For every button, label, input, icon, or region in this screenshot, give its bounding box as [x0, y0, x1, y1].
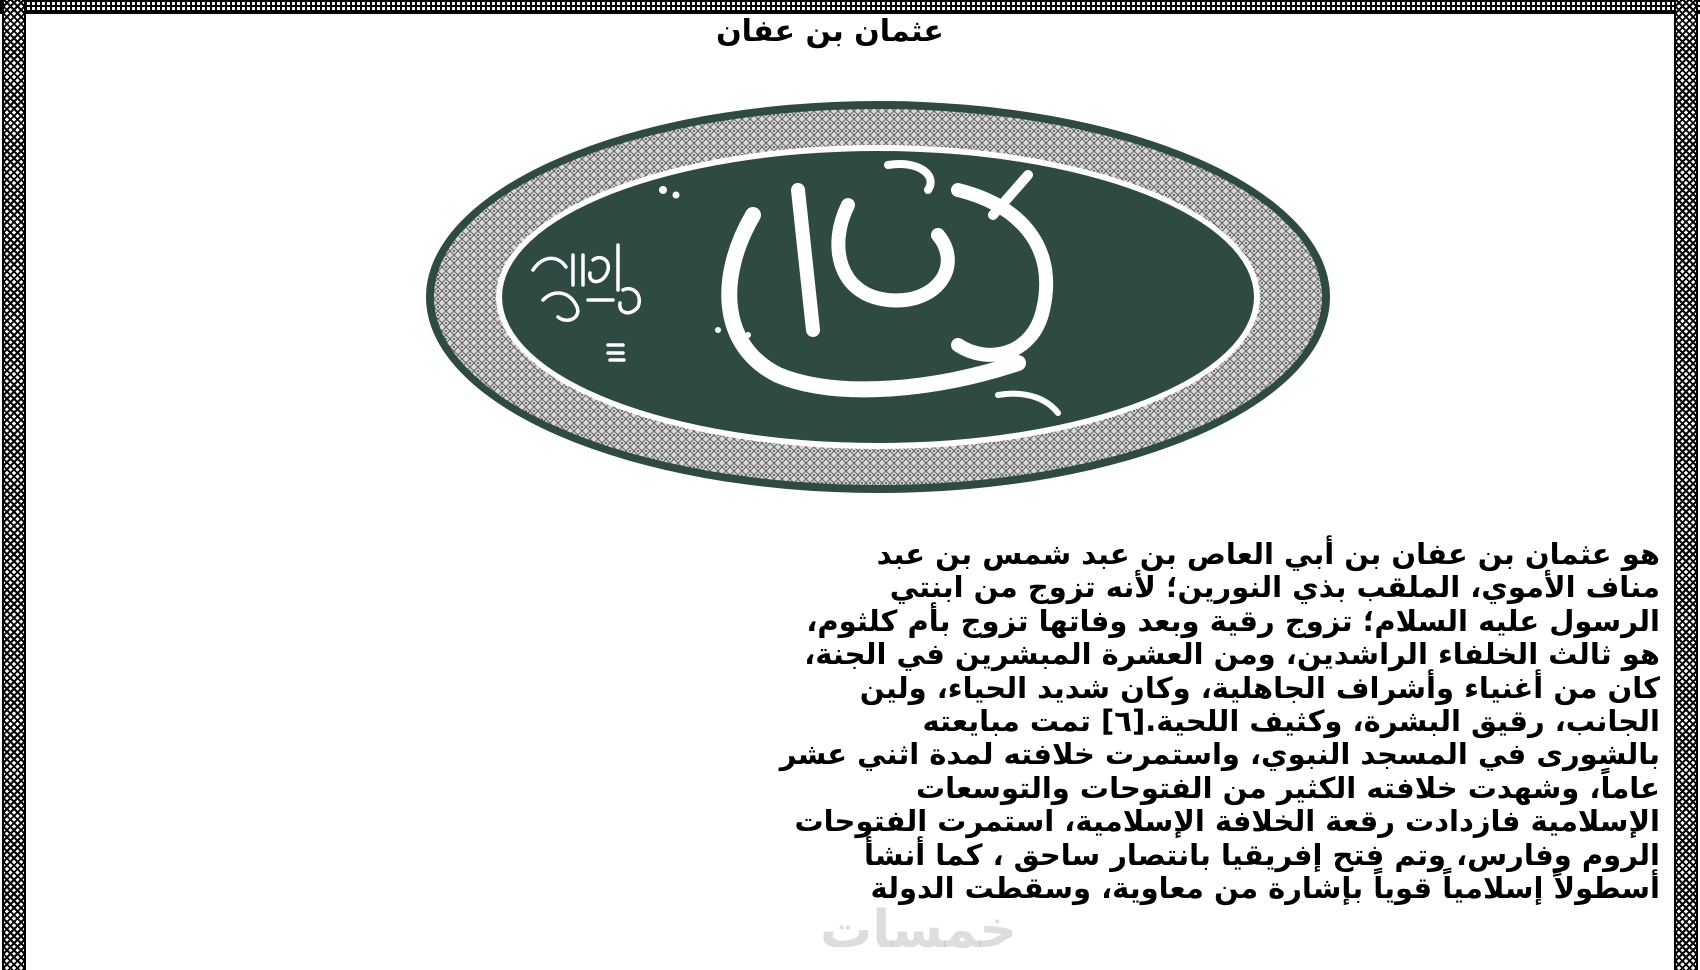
biography-line: الروم وفارس، وتم فتح إفريقيا بانتصار ساحق ، كما أنشأ [863, 837, 1660, 872]
biography-line: الجانب، رقيق البشرة، وكثيف اللحية.[٦] تمت مبايعته [922, 704, 1660, 739]
biography-line: بالشورى في المسجد النبوي، واستمرت خلافته لمدة اثني عشر [779, 737, 1660, 772]
page-top-border [0, 0, 1700, 14]
biography-line: هو عثمان بن عفان بن أبي العاص بن عبد شمس بن عبد [876, 537, 1660, 571]
biography-line: مناف الأموي، الملقب بذي النورين؛ لأنه تزوج من ابنتي [889, 570, 1660, 605]
biography-line: هو ثالث الخلفاء الراشدين، ومن العشرة المبشرين في الجنة، [804, 637, 1660, 672]
biography-line: كان من أغنياء وأشراف الجاهلية، وكان شديد الحياء، ولين [859, 670, 1660, 705]
biography-text [60, 538, 1660, 905]
biography-line: عاماً، وشهدت خلافته الكثير من الفتوحات والتوسعات [916, 770, 1660, 805]
biography-line: أسطولاً إسلامياً قوياً بإشارة من معاوية، وسقطت الدولة [870, 871, 1660, 906]
calligraphy-emblem [418, 95, 1338, 500]
biography-line: الإسلامية فازدادت رقعة الخلافة الإسلامية، استمرت الفتوحات [794, 804, 1660, 839]
watermark: خمسات [820, 900, 1018, 960]
biography-line: الرسول عليه السلام؛ تزوج رقية وبعد وفاتها تزوج بأم كلثوم، [806, 603, 1660, 638]
page-title: عثمان بن عفان [716, 14, 944, 49]
page-right-border [1674, 0, 1698, 970]
page-left-border [2, 0, 26, 970]
